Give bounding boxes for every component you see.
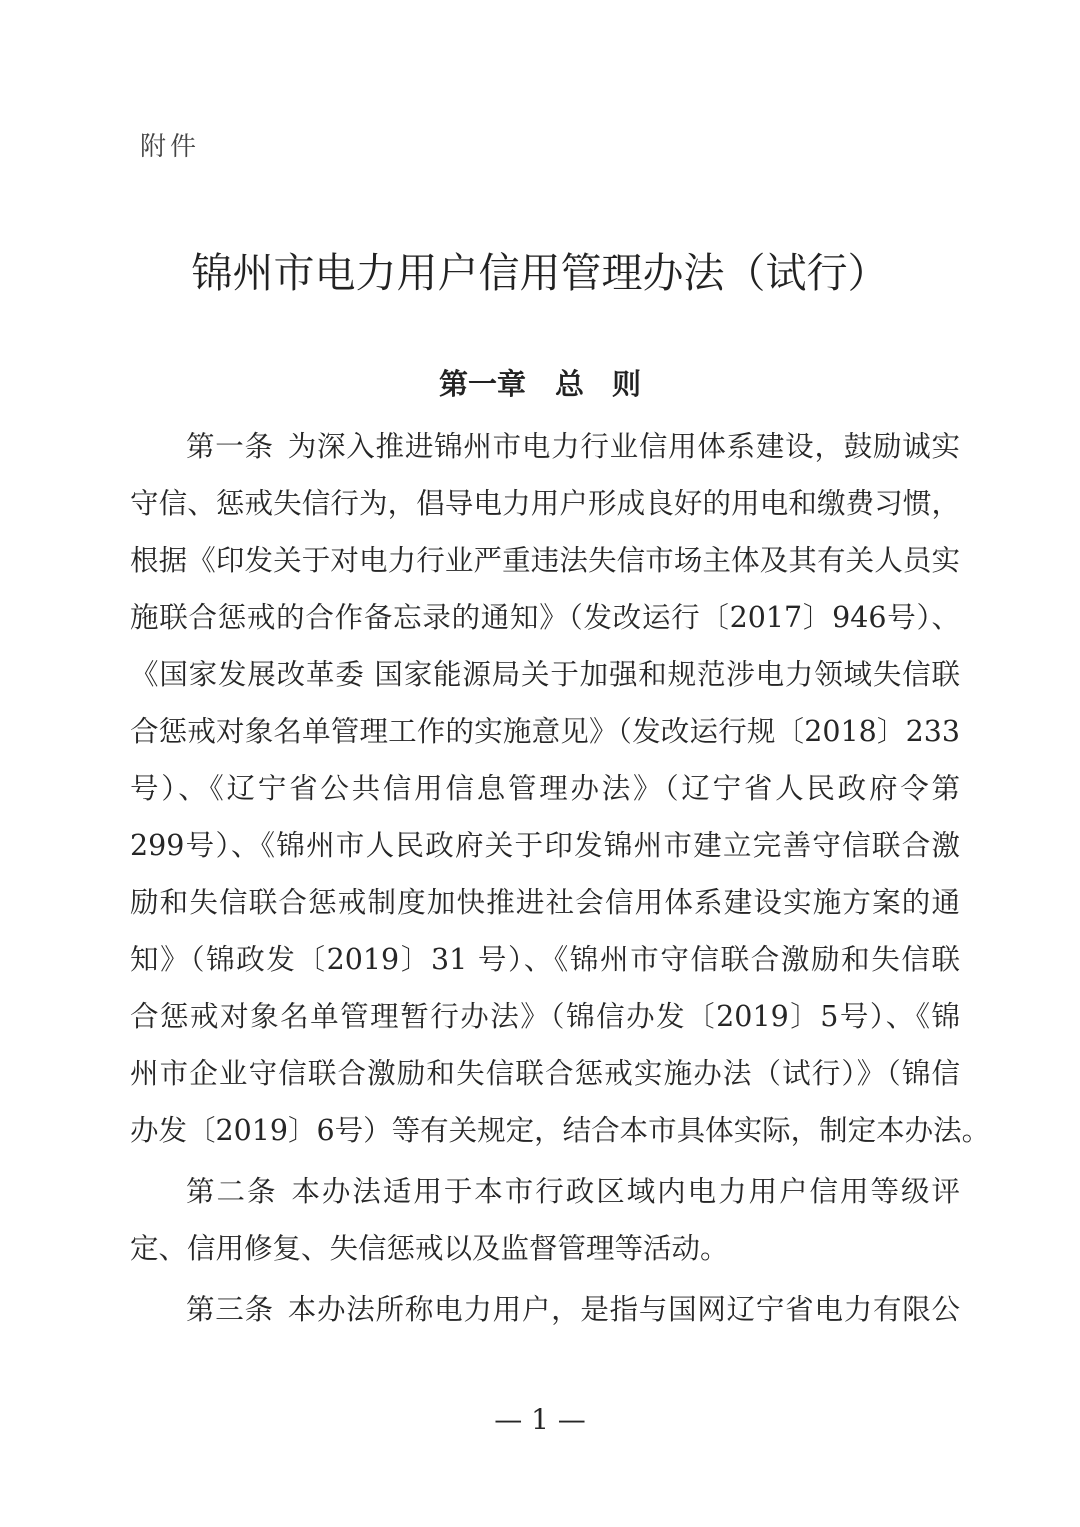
line-text: 知》（锦政发〔2019〕31 号）、《锦州市守信联合激励和失信联	[130, 943, 960, 976]
article-paragraph	[130, 1169, 960, 1283]
line-text: 本办法所称电力用户，是指与国网辽宁省电力有限公	[287, 1293, 960, 1326]
line-text: 本办法适用于本市行政区域内电力用户信用等级评	[291, 1175, 960, 1208]
text-line	[130, 1051, 960, 1108]
text-line	[130, 1226, 960, 1283]
line-text: 号）、《辽宁省公共信用信息管理办法》（辽宁省人民政府令第	[130, 772, 960, 805]
article-number: 第三条	[186, 1293, 274, 1326]
text-line	[130, 595, 960, 652]
text-line	[130, 937, 960, 994]
line-text: 《国家发展改革委 国家能源局关于加强和规范涉电力领域失信联	[130, 658, 960, 691]
chapter-heading: 第一章 总 则	[438, 367, 642, 401]
line-text: 州市企业守信联合激励和失信联合惩戒实施办法（试行）》（锦信	[130, 1057, 960, 1090]
line-text: 办发〔2019〕6号）等有关规定，结合本市具体实际，制定本办法。	[130, 1114, 991, 1147]
line-text: 励和失信联合惩戒制度加快推进社会信用体系建设实施方案的通	[130, 886, 960, 919]
document-title: 锦州市电力用户信用管理办法（试行）	[191, 249, 889, 297]
text-line	[130, 481, 960, 538]
document-body	[130, 424, 991, 1348]
text-line	[130, 538, 960, 595]
text-line	[130, 1108, 991, 1165]
article-paragraph	[130, 1287, 960, 1344]
text-line	[130, 994, 960, 1051]
text-line	[130, 880, 960, 937]
line-text: 定、信用修复、失信惩戒以及监督管理等活动。	[130, 1232, 729, 1265]
text-line	[130, 1287, 960, 1344]
line-text: 299号）、《锦州市人民政府关于印发锦州市建立完善守信联合激	[130, 829, 960, 862]
text-line	[130, 1169, 960, 1226]
text-line	[130, 823, 960, 880]
text-line	[130, 652, 960, 709]
article-number: 第二条	[186, 1175, 278, 1208]
article-paragraph	[130, 424, 991, 1165]
line-text: 合惩戒对象名单管理暂行办法》（锦信办发〔2019〕5号）、《锦	[130, 1000, 960, 1033]
line-text: 施联合惩戒的合作备忘录的通知》（发改运行〔2017〕946号）、	[130, 601, 960, 634]
line-text: 根据《印发关于对电力行业严重违法失信市场主体及其有关人员实	[130, 544, 960, 577]
line-text: 合惩戒对象名单管理工作的实施意见》（发改运行规〔2018〕233	[130, 715, 960, 748]
text-line	[130, 766, 960, 823]
page-number: — 1 —	[494, 1403, 586, 1436]
text-line	[130, 709, 960, 766]
line-text: 为深入推进锦州市电力行业信用体系建设，鼓励诚实	[287, 430, 960, 463]
line-text: 守信、惩戒失信行为，倡导电力用户形成良好的用电和缴费习惯，	[130, 487, 960, 520]
attachment-label: 附件	[140, 132, 201, 162]
text-line	[130, 424, 960, 481]
article-number: 第一条	[186, 430, 274, 463]
